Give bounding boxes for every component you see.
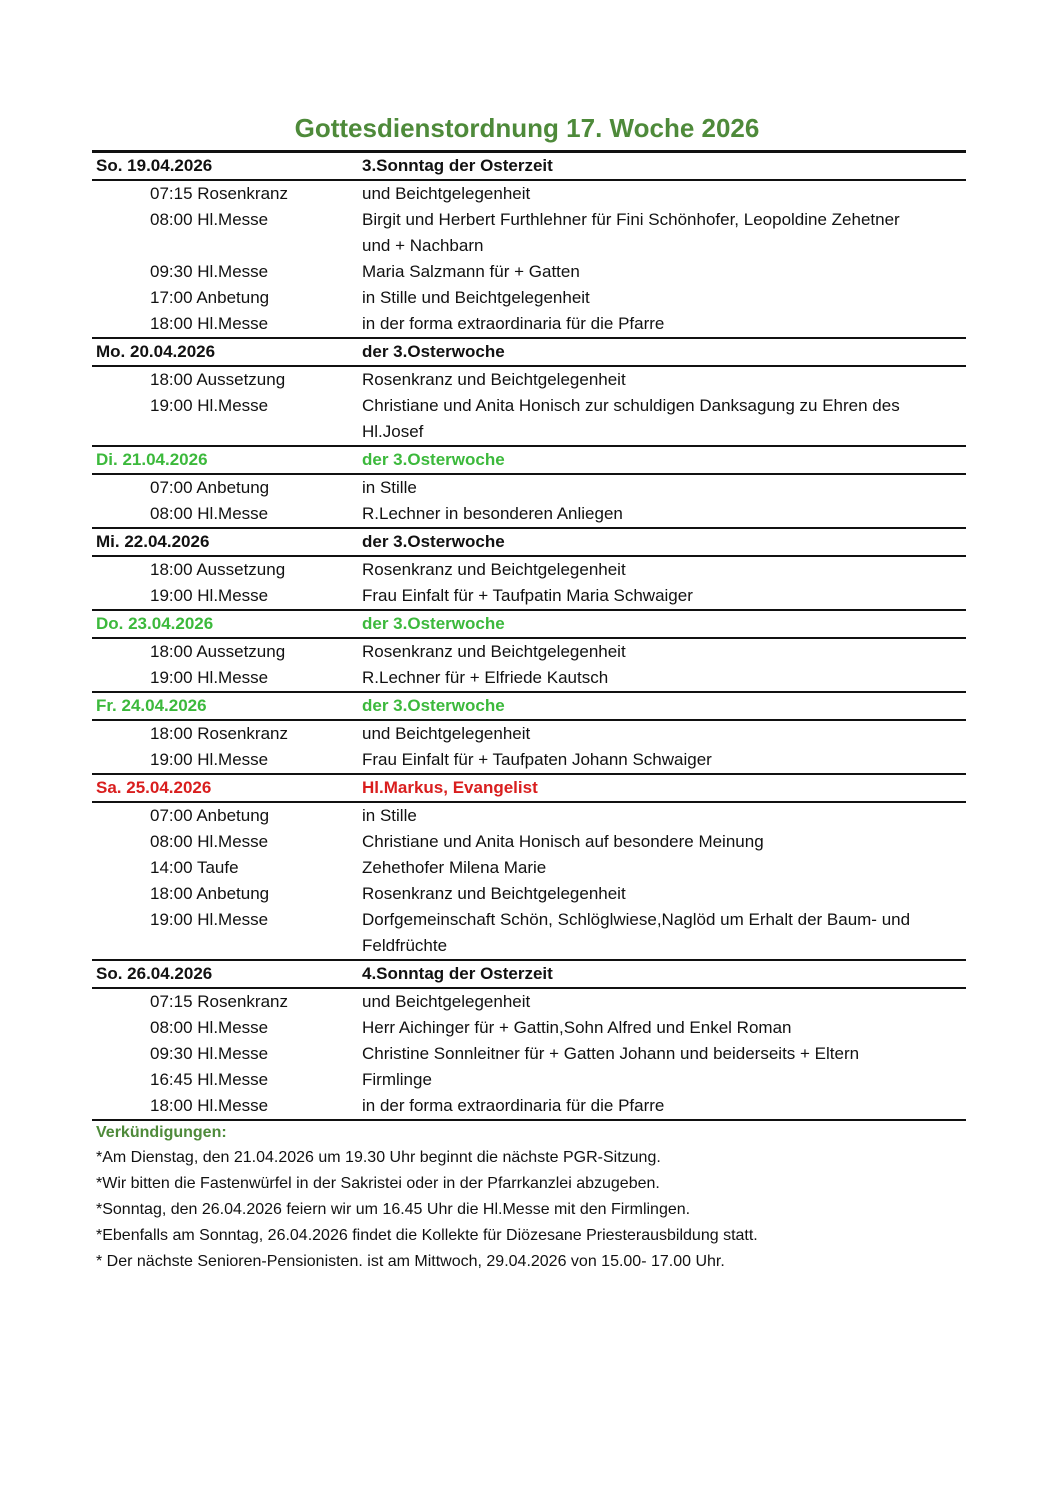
entry-time: 18:00 Aussetzung (150, 642, 286, 661)
day-date: Mi. 22.04.2026 (96, 532, 210, 551)
day-occasion: der 3.Osterwoche (362, 696, 505, 715)
entry-time: 19:00 Hl.Messe (150, 668, 269, 687)
day-header (92, 775, 966, 803)
entry-time: 09:30 Hl.Messe (150, 1044, 269, 1063)
entry-time: 18:00 Aussetzung (150, 370, 286, 389)
day-date: Sa. 25.04.2026 (96, 778, 212, 797)
schedule-entry (92, 475, 966, 501)
schedule-entry (92, 557, 966, 583)
entry-time: 07:00 Anbetung (150, 806, 270, 825)
day-entries (92, 639, 966, 691)
schedule-entry (92, 367, 966, 393)
entry-text: in Stille und Beichtgelegenheit (362, 288, 590, 307)
announcement-item: *Sonntag, den 26.04.2026 feiern wir um 16.45 Uhr die Hl.Messe mit den Firmlingen. (96, 1201, 691, 1218)
entry-text: Birgit und Herbert Furthlehner für Fini Schönhofer, Leopoldine Zehetner und + Nachbarn (362, 210, 900, 255)
entry-text: und Beichtgelegenheit (362, 184, 531, 203)
schedule-entry (92, 639, 966, 665)
day-entries (92, 721, 966, 773)
entry-time: 07:15 Rosenkranz (150, 992, 288, 1011)
entry-text: in der forma extraordinaria für die Pfarre (362, 1096, 665, 1115)
day-date: Fr. 24.04.2026 (96, 696, 207, 715)
entry-text: in Stille (362, 478, 417, 497)
schedule-entry (92, 501, 966, 527)
entry-time: 19:00 Hl.Messe (150, 910, 269, 929)
entry-text: R.Lechner für + Elfriede Kautsch (362, 668, 609, 687)
schedule-entry (92, 989, 966, 1015)
entry-time: 09:30 Hl.Messe (150, 262, 269, 281)
schedule-entry (92, 721, 966, 747)
entry-time: 18:00 Anbetung (150, 884, 270, 903)
entry-text: Herr Aichinger für + Gattin,Sohn Alfred und Enkel Roman (362, 1018, 792, 1037)
day-date: Mo. 20.04.2026 (96, 342, 216, 361)
day-occasion: der 3.Osterwoche (362, 532, 505, 551)
day-block (92, 447, 966, 529)
entry-text: Christiane und Anita Honisch auf besondere Meinung (362, 832, 764, 851)
announcement-item: *Am Dienstag, den 21.04.2026 um 19.30 Uhr beginnt die nächste PGR-Sitzung. (96, 1149, 661, 1166)
entry-text: Frau Einfalt für + Taufpaten Johann Schwaiger (362, 750, 712, 769)
entry-text: Frau Einfalt für + Taufpatin Maria Schwaiger (362, 586, 693, 605)
schedule-entry (92, 1093, 966, 1119)
schedule-entry (92, 207, 966, 259)
schedule-entry (92, 393, 966, 445)
schedule-entry (92, 285, 966, 311)
day-header (92, 611, 966, 639)
entry-text: in der forma extraordinaria für die Pfarre (362, 314, 665, 333)
day-date: Di. 21.04.2026 (96, 450, 208, 469)
entry-time: 07:00 Anbetung (150, 478, 270, 497)
entry-time: 19:00 Hl.Messe (150, 396, 269, 415)
entry-time: 16:45 Hl.Messe (150, 1070, 269, 1089)
announcement-item: *Wir bitten die Fastenwürfel in der Sakristei oder in der Pfarrkanzlei abzugeben. (96, 1175, 660, 1192)
schedule-entry (92, 1067, 966, 1093)
entry-text: R.Lechner in besonderen Anliegen (362, 504, 623, 523)
day-date: Do. 23.04.2026 (96, 614, 214, 633)
day-date: So. 26.04.2026 (96, 964, 213, 983)
day-header (92, 153, 966, 181)
entry-text: und Beichtgelegenheit (362, 992, 531, 1011)
schedule-table (92, 150, 966, 1121)
entry-time: 18:00 Hl.Messe (150, 1096, 269, 1115)
announcement-item: * Der nächste Senioren-Pensionisten. ist am Mittwoch, 29.04.2026 von 15.00- 17.00 Uhr. (96, 1253, 725, 1270)
day-header (92, 529, 966, 557)
day-entries (92, 557, 966, 609)
entry-time: 14:00 Taufe (150, 858, 239, 877)
entry-text: Zehethofer Milena Marie (362, 858, 547, 877)
entry-time: 17:00 Anbetung (150, 288, 270, 307)
entry-time: 19:00 Hl.Messe (150, 750, 269, 769)
day-entries (92, 989, 966, 1119)
schedule-entry (92, 311, 966, 337)
day-block (92, 775, 966, 961)
schedule-entry (92, 1041, 966, 1067)
day-block (92, 611, 966, 693)
day-block (92, 961, 966, 1121)
day-header (92, 961, 966, 989)
schedule-entry (92, 881, 966, 907)
entry-time: 08:00 Hl.Messe (150, 210, 269, 229)
entry-text: Christiane und Anita Honisch zur schuldigen Danksagung zu Ehren des Hl.Josef (362, 396, 900, 441)
day-occasion: der 3.Osterwoche (362, 614, 505, 633)
day-occasion: Hl.Markus, Evangelist (362, 778, 538, 797)
entry-text: Christine Sonnleitner für + Gatten Johann und beiderseits + Eltern (362, 1044, 860, 1063)
schedule-entry (92, 583, 966, 609)
schedule-entry (92, 665, 966, 691)
entry-text: Rosenkranz und Beichtgelegenheit (362, 884, 626, 903)
day-entries (92, 181, 966, 337)
day-block (92, 529, 966, 611)
day-header (92, 339, 966, 367)
schedule-entry (92, 855, 966, 881)
entry-time: 18:00 Rosenkranz (150, 724, 288, 743)
day-header (92, 447, 966, 475)
entry-text: Dorfgemeinschaft Schön, Schlöglwiese,Naglöd um Erhalt der Baum- und Feldfrüchte (362, 910, 911, 955)
day-entries (92, 475, 966, 527)
entry-time: 08:00 Hl.Messe (150, 832, 269, 851)
entry-text: Firmlinge (362, 1070, 432, 1089)
schedule-page (92, 108, 966, 1275)
entry-time: 08:00 Hl.Messe (150, 504, 269, 523)
day-occasion: der 3.Osterwoche (362, 342, 505, 361)
schedule-entry (92, 1015, 966, 1041)
entry-time: 18:00 Hl.Messe (150, 314, 269, 333)
schedule-entry (92, 747, 966, 773)
entry-text: Rosenkranz und Beichtgelegenheit (362, 560, 626, 579)
schedule-entry (92, 803, 966, 829)
entry-text: Maria Salzmann für + Gatten (362, 262, 580, 281)
day-header (92, 693, 966, 721)
entry-time: 08:00 Hl.Messe (150, 1018, 269, 1037)
day-occasion: 3.Sonntag der Osterzeit (362, 156, 553, 175)
announcements (92, 1121, 966, 1275)
announcements-heading: Verkündigungen: (96, 1124, 227, 1141)
day-entries (92, 367, 966, 445)
day-date: So. 19.04.2026 (96, 156, 213, 175)
schedule-entry (92, 259, 966, 285)
entry-time: 19:00 Hl.Messe (150, 586, 269, 605)
schedule-entry (92, 829, 966, 855)
entry-time: 18:00 Aussetzung (150, 560, 286, 579)
schedule-entry (92, 181, 966, 207)
day-entries (92, 803, 966, 959)
day-block (92, 150, 966, 339)
day-block (92, 693, 966, 775)
day-occasion: 4.Sonntag der Osterzeit (362, 964, 553, 983)
day-block (92, 339, 966, 447)
entry-text: Rosenkranz und Beichtgelegenheit (362, 370, 626, 389)
day-occasion: der 3.Osterwoche (362, 450, 505, 469)
entry-text: in Stille (362, 806, 417, 825)
page-title: Gottesdienstordnung 17. Woche 2026 (294, 113, 760, 143)
announcement-item: *Ebenfalls am Sonntag, 26.04.2026 findet die Kollekte für Diözesane Priesterausbildung statt. (96, 1227, 758, 1244)
entry-time: 07:15 Rosenkranz (150, 184, 288, 203)
announcement-list (92, 1145, 966, 1275)
entry-text: Rosenkranz und Beichtgelegenheit (362, 642, 626, 661)
entry-text: und Beichtgelegenheit (362, 724, 531, 743)
schedule-entry (92, 907, 966, 959)
